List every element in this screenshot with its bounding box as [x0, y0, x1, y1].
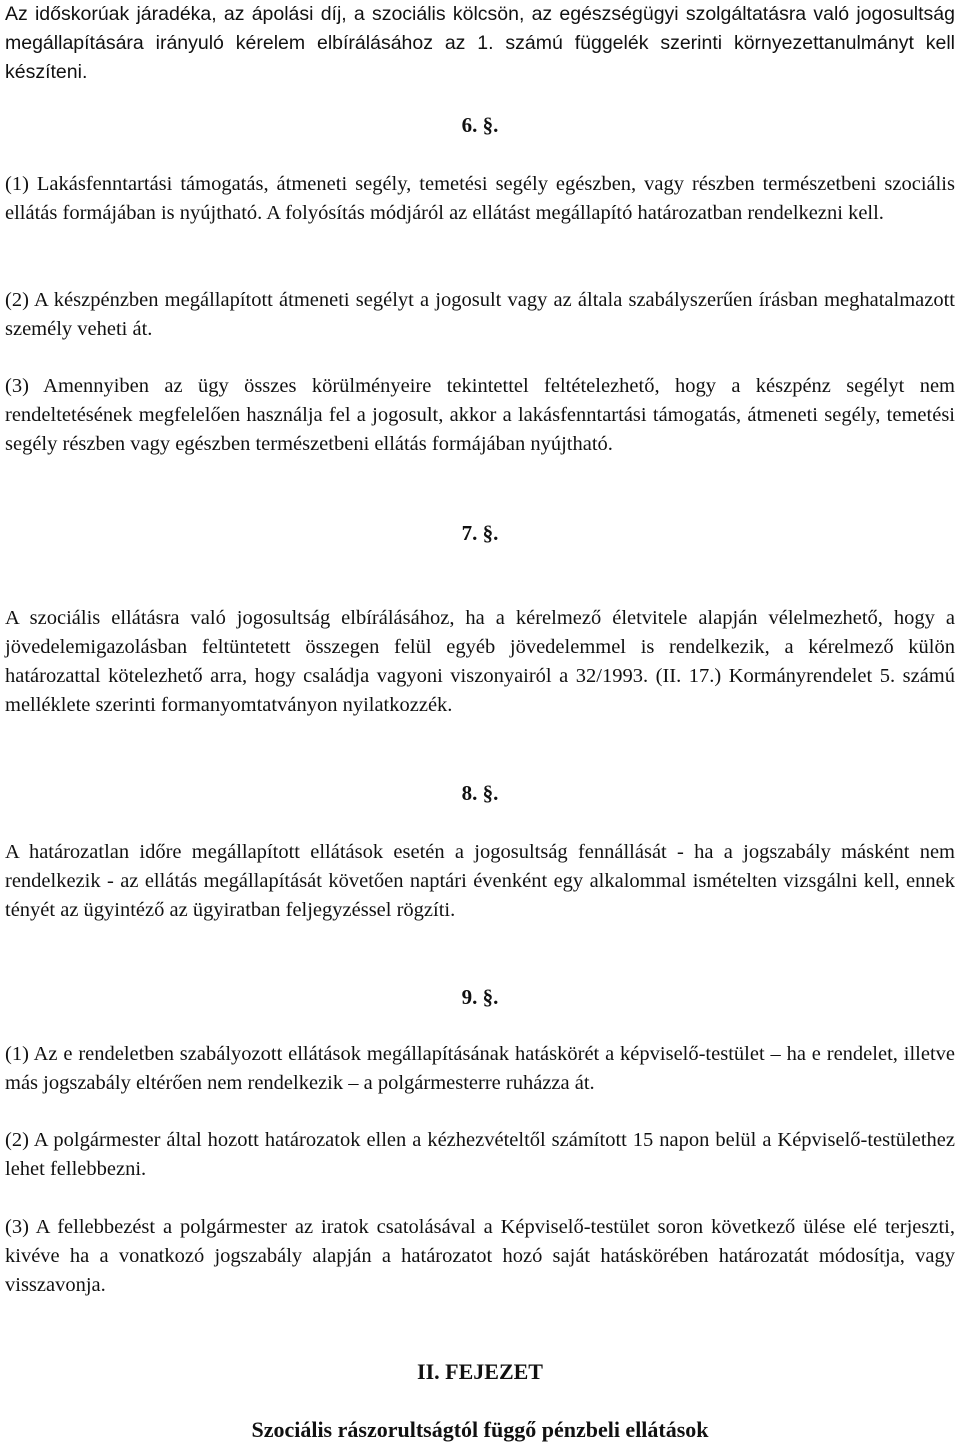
section-6-paragraph-3: (3) Amennyiben az ügy összes körülményeire tekintettel feltételezhető, hogy a készpénz segélyt nem rendeltetésének megfelelően használja fel a jogosult, akkor a lakásfenntartási támogatás, átmeneti segély, temetési segély részben vagy egészben természetbeni ellátás formájában nyújtható. [5, 375, 955, 455]
section-8-paragraph-1: A határozatlan időre megállapított ellátások esetén a jogosultság fennállását - ha a jogszabály másként nem rendelkezik - az ellátás megállapítását követően naptári évenként egy alkalommal ismételten vizsgálni kell, ennek tényét az ügyintéző az ügyiratban feljegyzéssel rögzíti. [5, 841, 955, 921]
section-7-heading: 7. §. [461, 521, 499, 545]
section-6-heading: 6. §. [461, 113, 499, 137]
section-7-paragraph-1: A szociális ellátásra való jogosultság elbírálásához, ha a kérelmező életvitele alapján vélelmezhető, hogy a jövedelemigazolásban feltüntetett összegen felül egyéb jövedelemmel is rendelkezik, a kérelmező külön határozattal kötelezhető arra, hogy családja vagyoni viszonyairól a 32/1993. (II. 17.) Kormányrendelet 5. számú melléklete szerinti formanyomtatványon nyilatkozzék. [5, 607, 955, 716]
section-9-paragraph-2: (2) A polgármester által hozott határozatok ellen a kézhezvételtől számított 15 napon belül a Képviselő-testülethez lehet fellebbezni. [5, 1129, 955, 1180]
intro-paragraph: Az időskorúak járadéka, az ápolási díj, a szociális kölcsön, az egészségügyi szolgáltatásra való jogosultság megállapítására irányuló kérelem elbírálásához az 1. számú függelék szerinti környezettanulmányt kell készíteni. [5, 3, 955, 83]
chapter-number: II. FEJEZET [417, 1359, 543, 1384]
section-9-paragraph-1: (1) Az e rendeletben szabályozott ellátások megállapításának hatáskörét a képviselő-testület – ha e rendelet, illetve más jogszabály eltérően nem rendelkezik – a polgármesterre ruházza át. [5, 1043, 955, 1094]
chapter-title: Szociális rászorultságtól függő pénzbeli ellátások [251, 1417, 709, 1442]
section-6-paragraph-2: (2) A készpénzben megállapított átmeneti segélyt a jogosult vagy az általa szabályszerűen írásban meghatalmazott személy veheti át. [5, 289, 955, 340]
section-6-paragraph-1: (1) Lakásfenntartási támogatás, átmeneti segély, temetési segély egészben, vagy részben természetbeni szociális ellátás formájában is nyújtható. A folyósítás módjáról az ellátást megállapító határozatban rendelkezni kell. [5, 173, 955, 224]
section-8-heading: 8. §. [461, 781, 499, 805]
section-9-heading: 9. §. [461, 985, 499, 1009]
section-9-paragraph-3: (3) A fellebbezést a polgármester az iratok csatolásával a Képviselő-testület soron következő ülése elé terjeszti, kivéve ha a vonatkozó jogszabály alapján a határozatot hozó saját hatáskörében határozatát módosítja, vagy visszavonja. [5, 1216, 955, 1296]
